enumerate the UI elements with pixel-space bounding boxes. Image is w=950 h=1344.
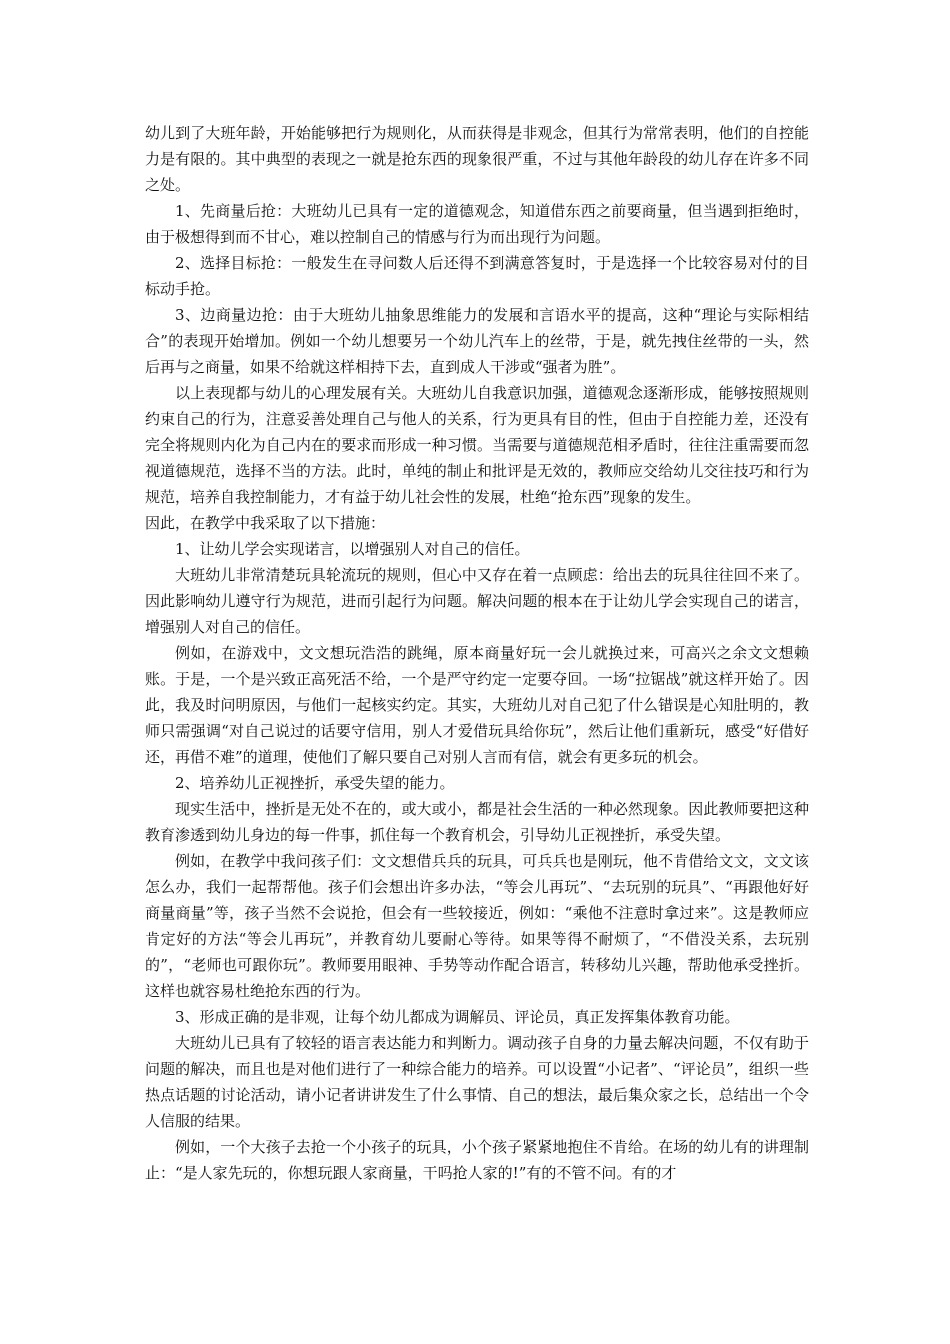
paragraph-point-1: 1、先商量后抢：大班幼儿已具有一定的道德观念，知道借东西之前要商量，但当遇到拒绝时，由于极想得到而不甘心，难以控制自己的情感与行为而出现行为问题。 [145, 202, 809, 246]
paragraph-analysis: 以上表现都与幼儿的心理发展有关。大班幼儿自我意识加强，道德观念逐渐形成，能够按照规则约束自己的行为，注意妥善处理自己与他人的关系，行为更具有目的性，但由于自控能力差，还没有完全将规则内化为自己内在的要求而形成一种习惯。当需要与道德规范相矛盾时，往往注重需要而忽视道德规范，选择不当的方法。此时，单纯的制止和批评是无效的，教师应交给幼儿交往技巧和行为规范，培养自我控制能力，才有益于幼儿社会性的发展，杜绝“抢东西”现象的发生。 [145, 384, 809, 506]
paragraph-measure-2-example: 例如，在教学中我问孩子们：文文想借兵兵的玩具，可兵兵也是刚玩，他不肯借给文文，文文该怎么办，我们一起帮帮他。孩子们会想出许多办法，“等会儿再玩”、“去玩别的玩具”、“再跟他好好商量商量”等，孩子当然不会说抢，但会有一些较接近，例如：“乘他不注意时拿过来”。这是教师应肯定好的方法“等会儿再玩”，并教育幼儿要耐心等待。如果等得不耐烦了，“不借没关系，去玩别的”，“老师也可跟你玩”。教师要用眼神、手势等动作配合语言，转移幼儿兴趣，帮助他承受挫折。这样也就容易杜绝抢东西的行为。 [145, 852, 809, 1000]
paragraph-measure-1-heading: 1、让幼儿学会实现诺言，以增强别人对自己的信任。 [175, 540, 530, 558]
paragraph-measure-3-body: 大班幼儿已具有了较轻的语言表达能力和判断力。调动孩子自身的力量去解决问题，不仅有助于问题的解决，而且也是对他们进行了一种综合能力的培养。可以设置“小记者”、“评论员”，组织一些热点话题的讨论活动，请小记者讲讲发生了什么事情、自己的想法，最后集众家之长，总结出一个令人信服的结果。 [145, 1034, 809, 1130]
paragraph-measure-3-heading: 3、形成正确的是非观，让每个幼儿都成为调解员、评论员，真正发挥集体教育功能。 [175, 1008, 740, 1026]
paragraph-measure-1-body: 大班幼儿非常清楚玩具轮流玩的规则，但心中又存在着一点顾虑：给出去的玩具往往回不来了。因此影响幼儿遵守行为规范，进而引起行为问题。解决问题的根本在于让幼儿学会实现自己的诺言，增强别人对自己的信任。 [145, 566, 809, 636]
paragraph-measure-2-body: 现实生活中，挫折是无处不在的，或大或小，都是社会生活的一种必然现象。因此教师要把这种教育渗透到幼儿身边的每一件事，抓住每一个教育机会，引导幼儿正视挫折，承受失望。 [145, 800, 809, 844]
paragraph-point-2: 2、选择目标抢：一般发生在寻问数人后还得不到满意答复时，于是选择一个比较容易对付的目标动手抢。 [145, 254, 809, 298]
paragraph-intro: 幼儿到了大班年龄，开始能够把行为规则化，从而获得是非观念，但其行为常常表明，他们的自控能力是有限的。其中典型的表现之一就是抢东西的现象很严重，不过与其他年龄段的幼儿存在许多不同之处。 [145, 124, 809, 194]
paragraph-measure-2-heading: 2、培养幼儿正视挫折，承受失望的能力。 [175, 774, 455, 792]
paragraph-measure-1-example: 例如，在游戏中，文文想玩浩浩的跳绳，原本商量好玩一会儿就换过来，可高兴之余文文想赖账。于是，一个是兴致正高死活不给，一个是严守约定一定要夺回。一场“拉锯战”就这样开始了。因此，我及时问明原因，与他们一起核实约定。其实，大班幼儿对自己犯了什么错误是心知肚明的，教师只需强调“对自己说过的话要守信用，别人才爱借玩具给你玩”，然后让他们重新玩，感受“好借好还，再借不难”的道理，使他们了解只要自己对别人言而有信，就会有更多玩的机会。 [145, 644, 809, 766]
paragraph-measure-3-example: 例如，一个大孩子去抢一个小孩子的玩具，小个孩子紧紧地抱住不肯给。在场的幼儿有的讲理制止：“是人家先玩的，你想玩跟人家商量，干吗抢人家的!”有的不管不问。有的才 [145, 1138, 809, 1182]
paragraph-point-3: 3、边商量边抢：由于大班幼儿抽象思维能力的发展和言语水平的提高，这种“理论与实际相结合”的表现开始增加。例如一个幼儿想要另一个幼儿汽车上的丝带，于是，就先拽住丝带的一头，然后再与之商量，如果不给就这样相持下去，直到成人干涉或“强者为胜”。 [145, 306, 809, 376]
paragraph-measures-intro: 因此，在教学中我采取了以下措施： [145, 514, 386, 532]
document-page [145, 120, 809, 1186]
